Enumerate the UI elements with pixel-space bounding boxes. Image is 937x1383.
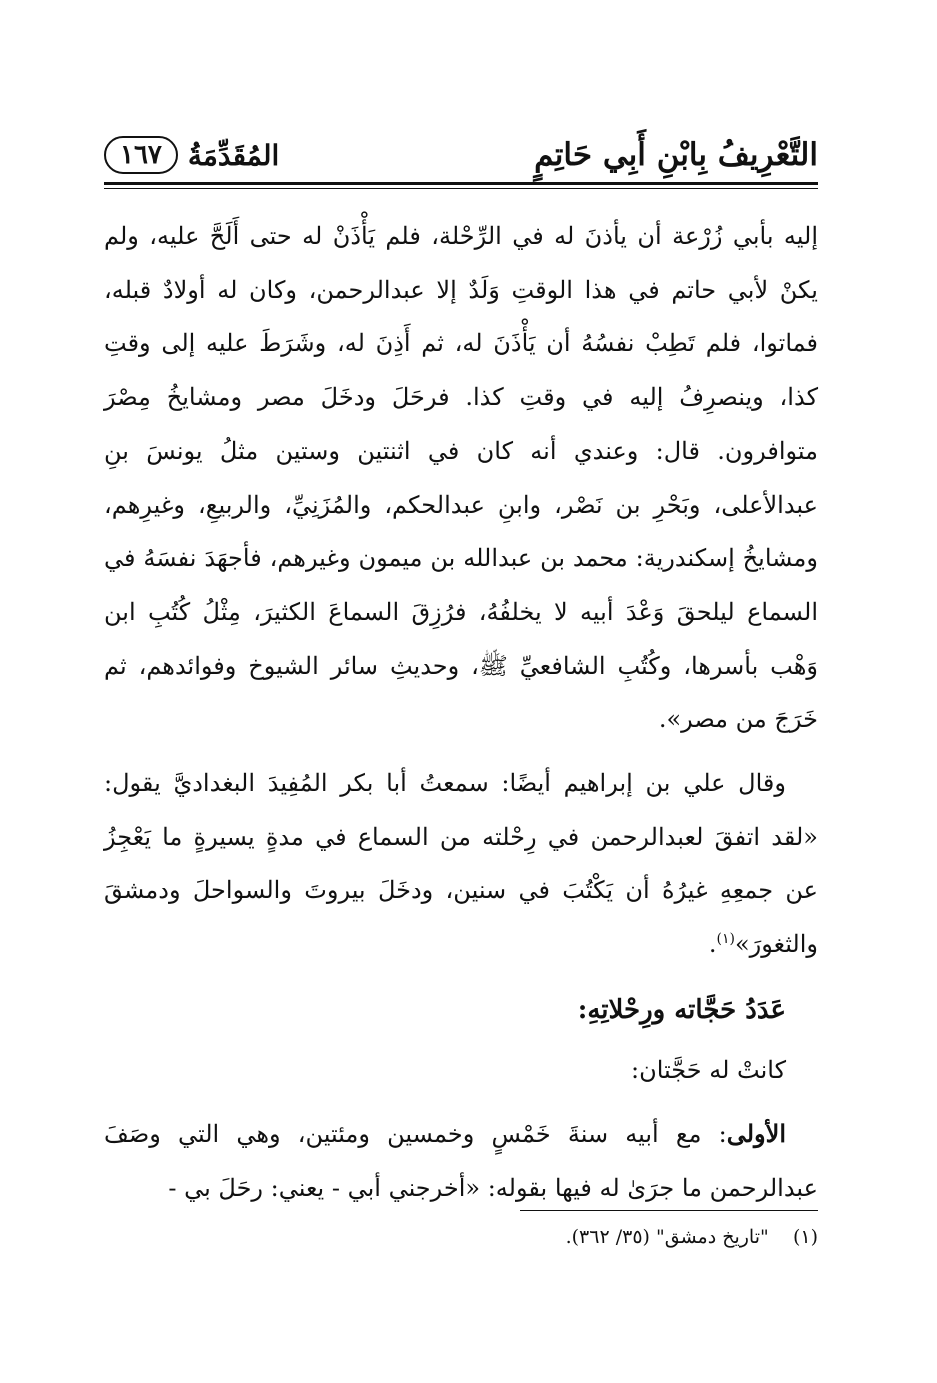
footnote xyxy=(404,1222,818,1252)
header-left-group xyxy=(104,128,279,182)
footnote-divider xyxy=(520,1210,818,1211)
page-number: ١٦٧ xyxy=(104,136,178,174)
footnote-ref[interactable]: (١) xyxy=(716,931,735,948)
first-text: : مع أبيه سنةَ خَمْسٍ وخمسين ومئتين، وهي التي وصَفَ عبدالرحمن ما جرَىٰ له فيها بقوله: «أخرجني أبي - يعني: رحَلَ بي - xyxy=(104,1120,818,1202)
paragraph-2 xyxy=(104,757,818,972)
paragraph-1: إليه بأبي زُرْعة أن يأذنَ له في الرِّحْلة، فلم يَأْذَنْ له حتى أَلَحَّ عليه، ولم يكنْ لأبي حاتم في هذا الوقتِ وَلَدٌ إلا عبدالرحمن، وكان له أولادٌ قبله، فماتوا، فلم تَطِبْ نفسُهُ أن يَأْذَنَ له، ثم أَذِنَ له، وشَرَطَ عليه إلى وقتِ كذا، وينصرِفُ إليه في وقتِ كذا. فرحَلَ ودخَلَ مصر ومشايخُ مِصْرَ متوافرون. قال: وعندي أنه كان في اثنتين وستين مثلُ يونسَ بنِ عبدالأعلى، وبَحْرِ بن نَصْر، وابنِ عبدالحكم، والمُزَنِيِّ، والربيعِ، وغيرِهم، ومشايخُ إسكندرية: محمد بن عبدالله بن ميمون وغيرهم، فأجهَدَ نفسَهُ في السماع ليلحقَ وَعْدَ أبيه لا يخلفُهُ، فرُزِقَ السماعَ الكثيرَ، مِثْلُ كُتُبِ ابن وَهْب بأسرها، وكُتُبِ الشافعيِّ ﷺ، وحديثِ سائر الشيوخ وفوائدهم، ثم خَرَجَ من مصر». xyxy=(104,222,819,734)
paragraph-3 xyxy=(104,1107,818,1215)
book-title: التَّعْرِيفُ بِابْنِ أَبِي حَاتِمٍ xyxy=(534,137,818,173)
paragraph-2-end: . xyxy=(708,930,717,959)
footnote-text: "تاريخ دمشق" (٣٥/ ٣٦٢). xyxy=(565,1226,769,1248)
main-text xyxy=(104,210,818,1216)
subheading: كانتْ له حَجَّتان: xyxy=(630,1055,786,1084)
footnote-number: (١) xyxy=(792,1226,818,1248)
first-label: الأولى xyxy=(726,1119,786,1149)
header-rule-thick xyxy=(104,182,818,185)
paragraph-2-text: وقال علي بن إبراهيم أيضًا: سمعتُ أبا بكر المُفِيدَ البغداديَّ يقول: «لقد اتفقَ لعبدالرحمن في رِحْلته من السماع في مدةٍ يسيرةٍ ما يَعْجِزُ عن جمعِهِ غيرُهُ أن يَكْتُبَ في سنين، ودخَلَ بيروتَ والسواحلَ ودمشقَ والثغورَ» xyxy=(104,769,818,959)
page-header xyxy=(104,128,818,182)
header-rule-thin xyxy=(104,188,818,189)
chapter-title: المُقَدِّمَةُ xyxy=(187,138,280,172)
section-heading: عَدَدُ حَجَّاته ورِحْلاتِهِ: xyxy=(577,994,786,1025)
